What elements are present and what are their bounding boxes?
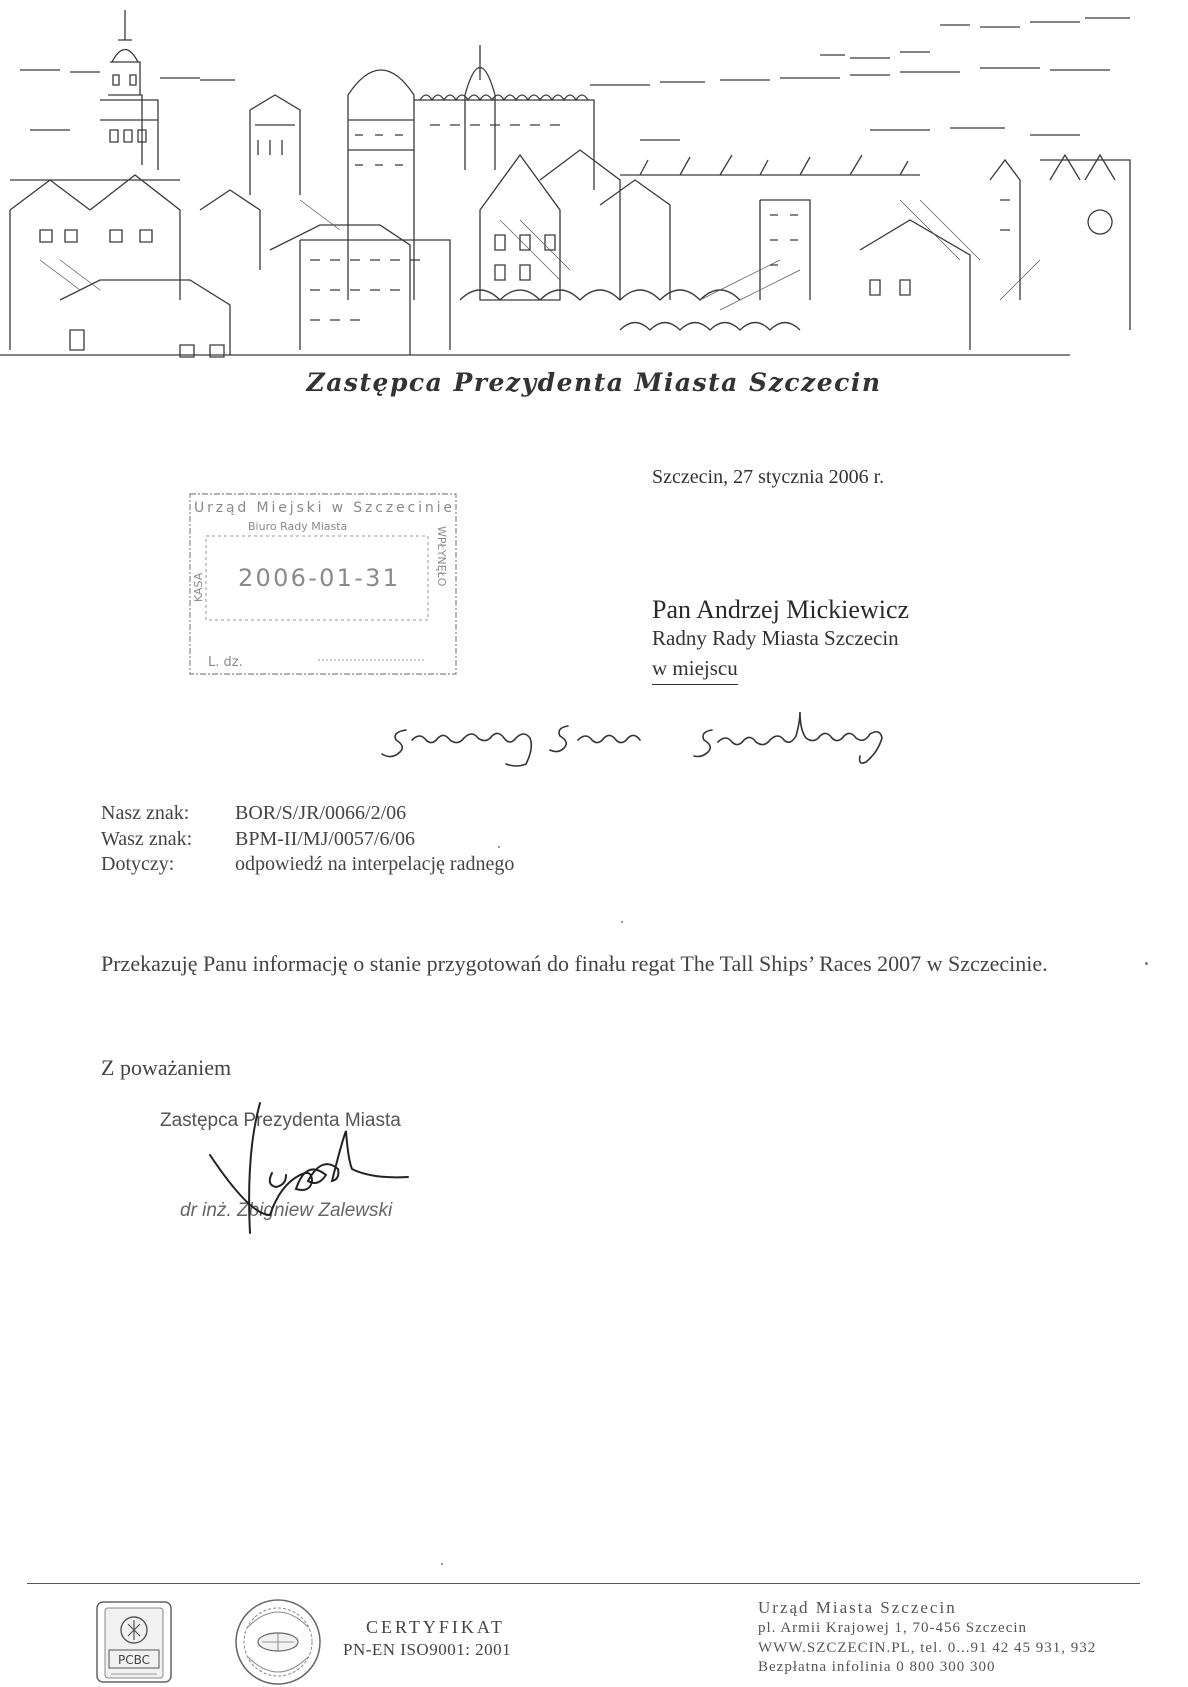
certificate-standard: PN-EN ISO9001: 2001 <box>343 1640 512 1659</box>
footer-web-phone: WWW.SZCZECIN.PL, tel. 0...91 42 45 931, 932 <box>758 1640 1097 1656</box>
reference-label-yours: Wasz znak: <box>101 828 193 850</box>
scan-speck <box>498 846 500 848</box>
signatory-title: Zastępca Prezydenta Miasta <box>160 1110 401 1131</box>
stamp-date: 2006-01-31 <box>238 564 398 592</box>
stamp-side-right: WPŁYNĘŁO <box>435 526 448 587</box>
addressee-name: Pan Andrzej Mickiewicz <box>652 595 910 624</box>
reference-value-ours: BOR/S/JR/0066/2/06 <box>235 802 407 824</box>
city-skyline-illustration <box>0 0 1188 360</box>
reference-value-subject: odpowiedź na interpelację radnego <box>235 853 515 875</box>
stamp-office: Urząd Miejski w Szczecinie <box>194 500 452 516</box>
reference-label-ours: Nasz znak: <box>101 802 190 824</box>
stamp-department: Biuro Rady Miasta <box>248 520 348 533</box>
pcbc-label: PCBC <box>117 1653 151 1667</box>
footer-organization: Urząd Miasta Szczecin <box>758 1598 957 1617</box>
footer-infoline: Bezpłatna infolinia 0 800 300 300 <box>758 1659 996 1675</box>
letter-date: Szczecin, 27 stycznia 2006 r. <box>652 466 885 488</box>
signatory-name: dr inż. Zbigniew Zalewski <box>180 1200 393 1221</box>
reference-label-subject: Dotyczy: <box>101 853 175 875</box>
scan-speck <box>621 921 623 923</box>
handwritten-salutation <box>378 708 938 778</box>
letter-body: Przekazuję Panu informację o stanie przygotowań do finału regat The Tall Ships’ Races 2007 w Szczecinie. <box>101 951 1048 976</box>
office-title: Zastępca Prezydenta Miasta Szczecin <box>306 368 882 397</box>
stamp-side-left: KASA <box>192 572 205 602</box>
reference-value-yours: BPM-II/MJ/0057/6/06 <box>235 828 416 850</box>
stamp-ldz: L. dz. <box>208 655 243 670</box>
footer-divider <box>27 1583 1140 1584</box>
addressee-role: Radny Rady Miasta Szczecin <box>652 626 899 650</box>
handwritten-signature <box>180 1095 420 1235</box>
addressee-place: w miejscu <box>652 656 738 685</box>
receipt-stamp <box>188 484 460 680</box>
letter-closing: Z poważaniem <box>101 1055 232 1080</box>
scan-speck <box>1145 962 1148 965</box>
certificate-title: CERTYFIKAT <box>366 1617 505 1637</box>
scan-speck <box>441 1563 443 1565</box>
pcbc-certification-logo <box>95 1600 173 1684</box>
footer-address: pl. Armii Krajowej 1, 70-456 Szczecin <box>758 1620 1028 1636</box>
certificate-seal-icon <box>232 1597 324 1687</box>
